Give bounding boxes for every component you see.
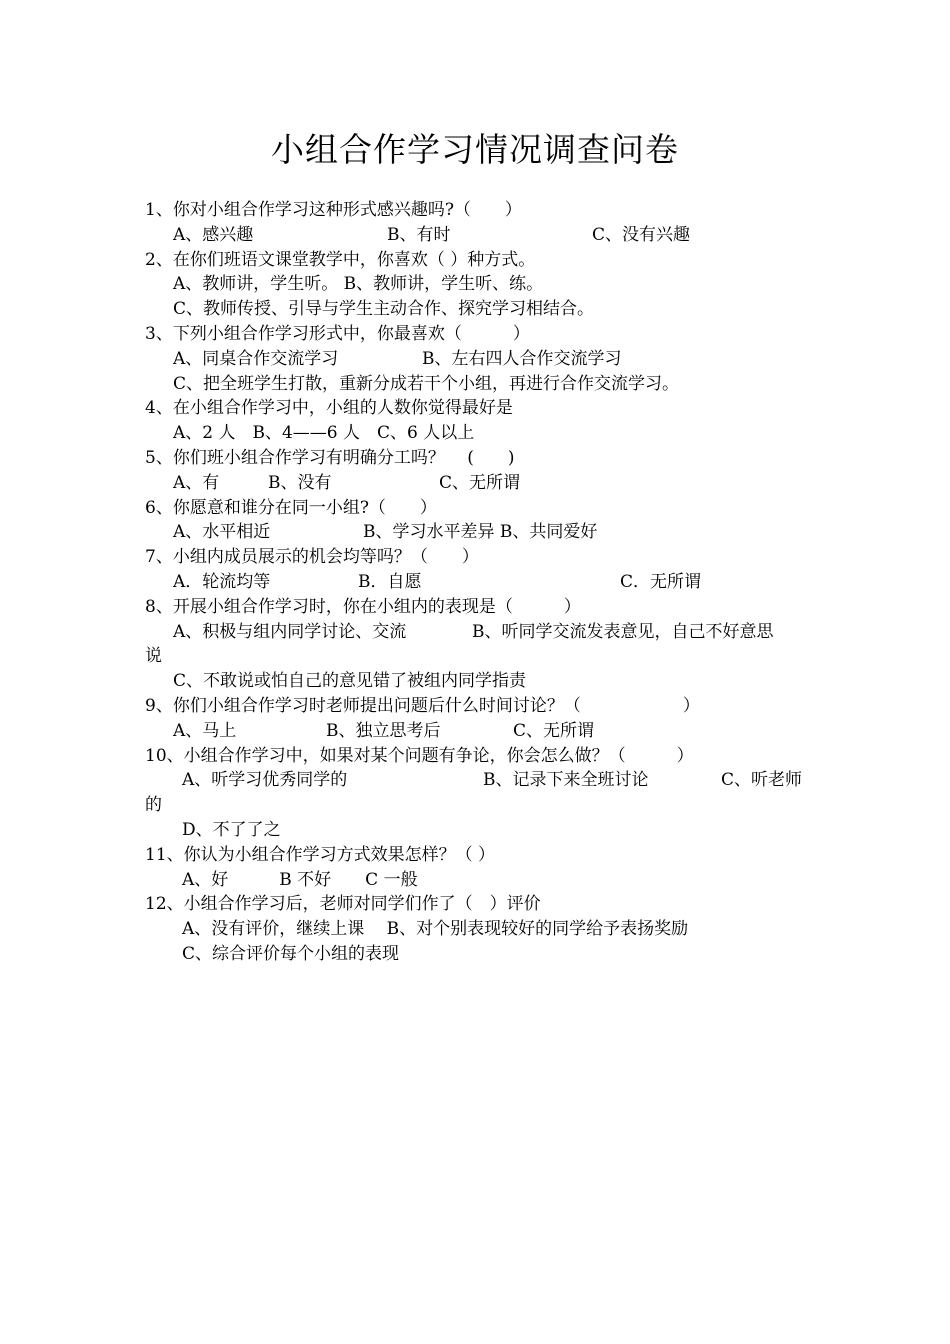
q8-option-c: C、不敢说或怕自己的意见错了被组内同学指责 [173, 671, 527, 692]
question-7-options [145, 570, 815, 595]
q2-options-ab: A、教师讲，学生听。 B、教师讲，学生听、练。 [173, 274, 544, 295]
question-1: 1、你对小组合作学习这种形式感兴趣吗?（ ） [145, 200, 522, 220]
q8-option-a: A、积极与组内同学讨论、交流 [173, 621, 407, 642]
q1-option-c: C、没有兴趣 [592, 224, 691, 245]
question-10-options [145, 768, 815, 793]
question-3-options [145, 347, 815, 372]
question-11: 11、你认为小组合作学习方式效果怎样？（ ） [145, 844, 496, 865]
q7-option-c: C．无所谓 [620, 571, 702, 592]
question-7: 7、小组内成员展示的机会均等吗？（ ） [145, 547, 479, 568]
q10-option-b: B、记录下来全班讨论 [483, 770, 649, 791]
q9-option-c: C、无所谓 [513, 720, 595, 741]
q8-option-b: B、听同学交流发表意见，自己不好意思 [472, 621, 774, 642]
q7-option-b: B．自愿 [358, 571, 422, 592]
q5-option-a: A、有 [173, 472, 220, 493]
question-5: 5、你们班小组合作学习有明确分工吗？ ( ) [145, 447, 515, 468]
q10-option-a: A、听学习优秀同学的 [182, 770, 348, 791]
q4-options: A、2 人 B、4——6 人 C、6 人以上 [173, 423, 475, 444]
q11-options: A、好 B 不好 C 一般 [182, 869, 418, 890]
q1-option-b: B、有时 [387, 224, 451, 245]
question-9-options [145, 719, 815, 744]
q12-options-ab: A、没有评价，继续上课 B、对个别表现较好的同学给予表扬奖励 [182, 919, 689, 940]
q7-option-a: A．轮流均等 [173, 571, 271, 592]
question-9: 9、你们小组合作学习时老师提出问题后什么时间讨论？（ ） [145, 695, 700, 716]
question-8: 8、开展小组合作学习时，你在小组内的表现是（ ） [145, 596, 581, 617]
q5-option-c: C、无所谓 [439, 472, 521, 493]
q10-option-c-wrap: 的 [145, 795, 162, 816]
q3-option-b: B、左右四人合作交流学习 [422, 348, 622, 369]
q6-option-b: B、学习水平差异 B、共同爱好 [363, 522, 598, 543]
q12-option-c: C、综合评价每个小组的表现 [182, 943, 400, 964]
question-6: 6、你愿意和谁分在同一小组?（ ） [145, 497, 437, 518]
question-6-options [145, 520, 815, 545]
question-1-options [145, 223, 815, 248]
question-8-options [145, 620, 815, 645]
q6-option-a: A、水平相近 [173, 522, 271, 543]
question-2: 2、在你们班语文课堂教学中，你喜欢（ ）种方式。 [145, 249, 536, 270]
question-3: 3、下列小组合作学习形式中，你最喜欢（ ） [145, 323, 530, 344]
q10-option-d: D、不了了之 [182, 819, 281, 840]
survey-body [145, 198, 815, 967]
q5-option-b: B、没有 [268, 472, 332, 493]
q3-option-c: C、把全班学生打散，重新分成若干个小组，再进行合作交流学习。 [173, 373, 680, 394]
q9-option-a: A、马上 [173, 720, 237, 741]
q9-option-b: B、独立思考后 [326, 720, 441, 741]
question-10: 10、小组合作学习中，如果对某个问题有争论，你会怎么做？（ ） [145, 745, 694, 766]
q1-option-a: A、感兴趣 [173, 224, 254, 245]
question-4: 4、在小组合作学习中，小组的人数你觉得最好是 [145, 398, 513, 419]
document-title: 小组合作学习情况调查问卷 [271, 130, 679, 169]
question-5-options [145, 471, 815, 496]
q10-option-c: C、听老师 [721, 770, 803, 791]
q3-option-a: A、同桌合作交流学习 [173, 348, 339, 369]
question-12: 12、小组合作学习后，老师对同学们作了（ ）评价 [145, 894, 541, 915]
q8-option-b-wrap: 说 [145, 646, 162, 667]
q2-option-c: C、教师传授、引导与学生主动合作、探究学习相结合。 [173, 299, 595, 320]
